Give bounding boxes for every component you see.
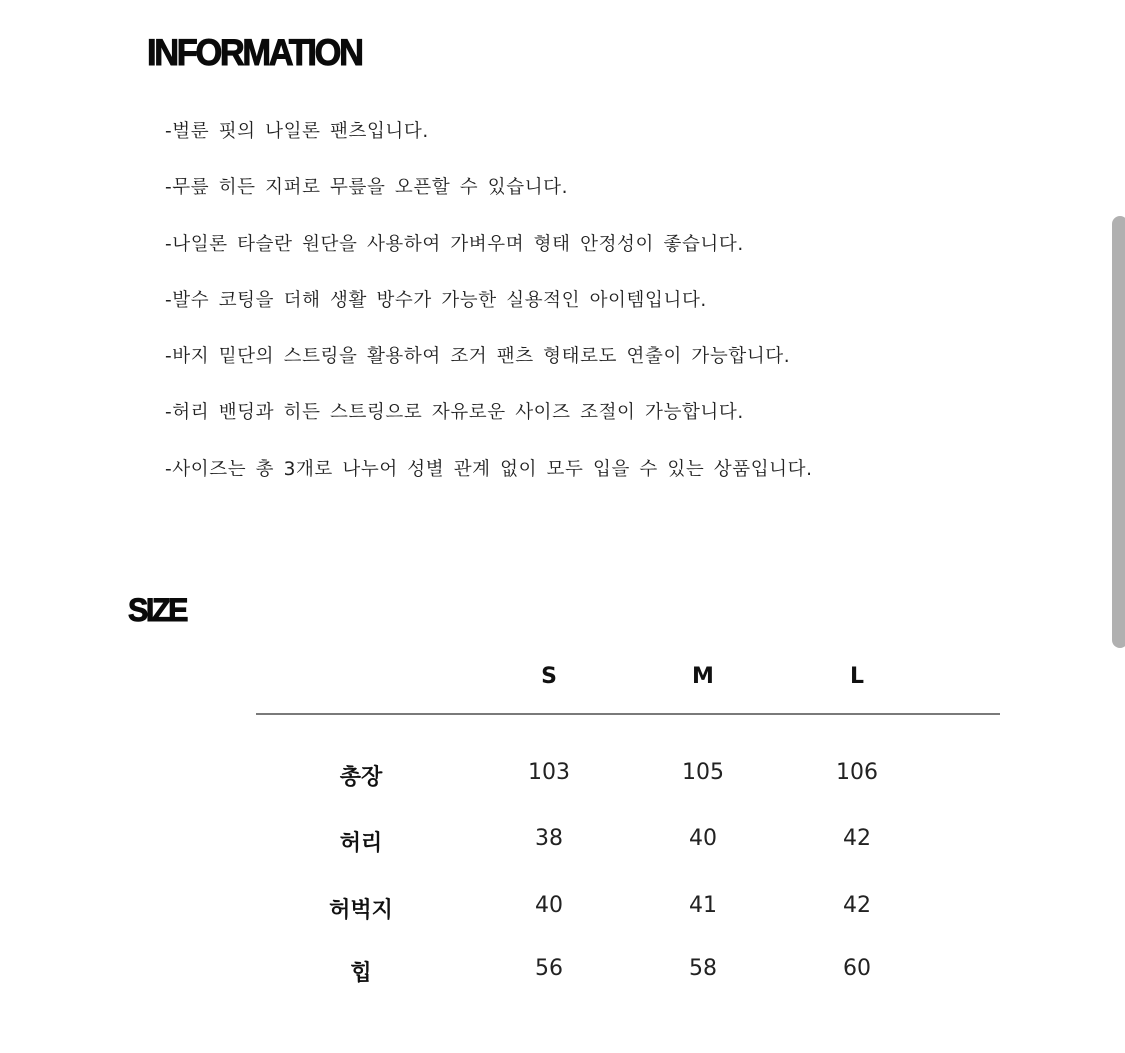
info-item: -사이즈는 총 3개로 나누어 성별 관계 없이 모두 입을 수 있는 상품입니다.	[165, 458, 813, 480]
column-header-m: M	[692, 664, 714, 689]
cell-s: 40	[535, 893, 563, 918]
cell-s: 103	[528, 760, 570, 785]
column-header-l: L	[849, 664, 865, 689]
size-heading: SIZE	[128, 592, 187, 628]
info-item: -발수 코팅을 더해 생활 방수가 가능한 실용적인 아이템입니다.	[165, 289, 707, 311]
cell-l: 42	[843, 893, 871, 918]
cell-s: 38	[535, 826, 563, 851]
row-label-hip: 힙	[350, 961, 372, 986]
info-item: -허리 밴딩과 히든 스트링으로 자유로운 사이즈 조절이 가능합니다.	[165, 402, 744, 424]
info-item: -바지 밑단의 스트링을 활용하여 조거 팬츠 형태로도 연출이 가능합니다.	[165, 346, 791, 368]
header-divider	[256, 713, 1000, 715]
cell-m: 40	[689, 826, 717, 851]
row-label-thigh: 허벅지	[329, 898, 393, 923]
column-header-s: S	[541, 664, 557, 689]
cell-m: 41	[689, 893, 717, 918]
info-item: -나일론 타슬란 원단을 사용하여 가벼우며 형태 안정성이 좋습니다.	[165, 233, 744, 255]
information-heading: INFORMATION	[147, 32, 362, 73]
info-item: -벌룬 핏의 나일론 팬츠입니다.	[165, 121, 429, 142]
cell-m: 58	[689, 956, 717, 981]
info-item: -무릎 히든 지퍼로 무릎을 오픈할 수 있습니다.	[165, 177, 569, 199]
row-label-waist: 허리	[339, 831, 383, 856]
row-label-total-length: 총장	[339, 765, 383, 790]
scrollbar-thumb[interactable]	[1112, 216, 1125, 648]
information-list	[165, 117, 813, 511]
cell-l: 60	[843, 956, 871, 981]
cell-l: 106	[836, 760, 878, 785]
cell-l: 42	[843, 826, 871, 851]
cell-s: 56	[535, 956, 563, 981]
cell-m: 105	[682, 760, 724, 785]
